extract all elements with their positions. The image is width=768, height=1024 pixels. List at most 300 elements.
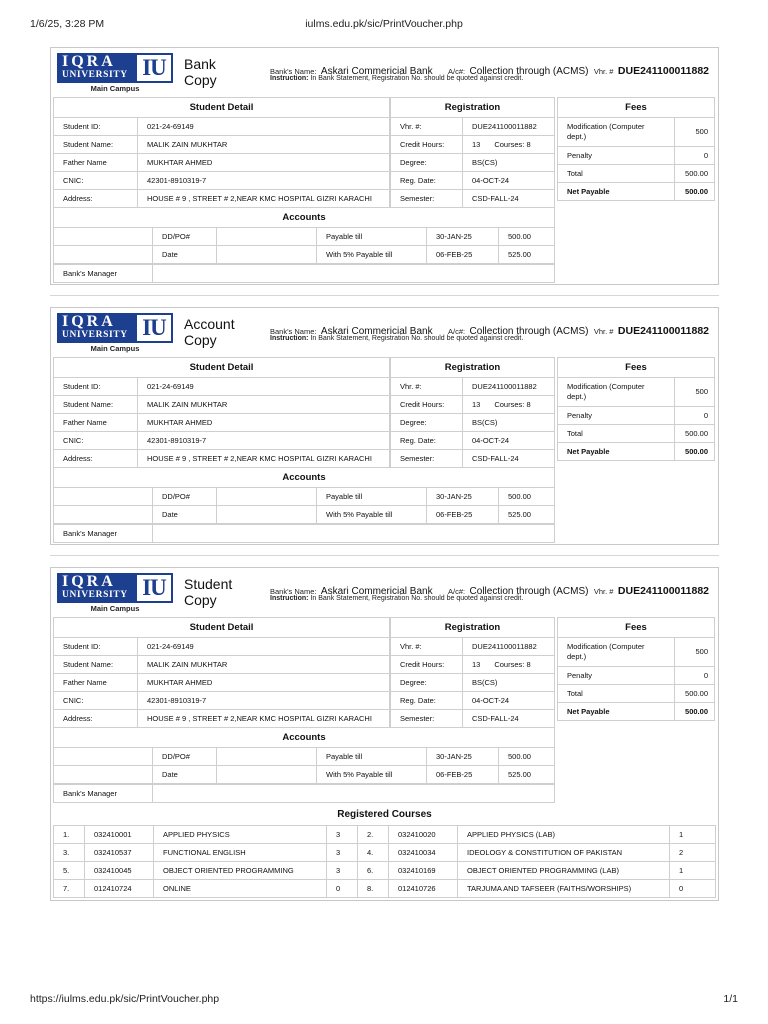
- fees-title: Fees: [558, 98, 715, 118]
- bank-name-label: Bank's Name:: [270, 67, 317, 76]
- total-label: Total: [558, 165, 675, 183]
- table-row: [391, 638, 555, 656]
- reg-date-label: Reg. Date:: [391, 172, 463, 190]
- bank-name-label: Bank's Name:: [270, 587, 317, 596]
- course-name: ONLINE: [154, 880, 327, 898]
- course-number: 8.: [358, 880, 389, 898]
- student-detail-table: [53, 617, 390, 728]
- date-value: [217, 766, 317, 784]
- copy-title-line2: Copy: [184, 592, 217, 608]
- bank-manager-label: Bank's Manager: [54, 265, 153, 283]
- fees-table: [557, 617, 715, 721]
- voucher-header: [53, 50, 716, 96]
- reg-vhr-label: Vhr. #:: [391, 118, 463, 136]
- course-credits: 0: [327, 880, 358, 898]
- reg-vhr-label: Vhr. #:: [391, 378, 463, 396]
- logo-mark: IU: [137, 575, 171, 601]
- table-row: [54, 844, 716, 862]
- credit-hours-value: 13: [472, 400, 481, 409]
- table-row: [391, 396, 555, 414]
- registration-title: Registration: [391, 358, 555, 378]
- bank-name: Askari Commericial Bank: [320, 66, 433, 77]
- late-payable-amount: 525.00: [499, 246, 555, 264]
- net-payable-value: 500.00: [675, 443, 715, 461]
- instruction-text: In Bank Statement, Registration No. should be quoted against credit.: [310, 335, 524, 342]
- cnic-value: 42301-8910319-7: [138, 432, 390, 450]
- instruction-text: In Bank Statement, Registration No. should be quoted against credit.: [310, 595, 524, 602]
- bank-name: Askari Commericial Bank: [320, 326, 433, 337]
- voucher-number-label: Vhr. #: [593, 67, 614, 76]
- degree-label: Degree:: [391, 154, 463, 172]
- course-name: TARJUMA AND TAFSEER (FAITHS/WORSHIPS): [458, 880, 670, 898]
- late-payable-date: 06-FEB-25: [427, 246, 499, 264]
- fees-table: [557, 357, 715, 461]
- student-id-value: 021-24-69149: [138, 378, 390, 396]
- student-id-label: Student ID:: [54, 378, 138, 396]
- total-value: 500.00: [675, 425, 715, 443]
- credit-hours-value: 13: [472, 140, 481, 149]
- table-row: [558, 147, 715, 165]
- address-label: Address:: [54, 450, 138, 468]
- net-payable-label: Net Payable: [558, 183, 675, 201]
- table-row: [558, 703, 715, 721]
- table-row: [54, 154, 390, 172]
- accounts-title: Accounts: [54, 728, 555, 748]
- table-row: [558, 378, 715, 407]
- semester-value: CSD-FALL-24: [463, 190, 555, 208]
- total-value: 500.00: [675, 685, 715, 703]
- account-label: A/c#:: [448, 587, 466, 596]
- table-row: [391, 656, 555, 674]
- course-code: 032410537: [85, 844, 154, 862]
- modification-label: Modification (Computer dept.): [558, 378, 675, 407]
- table-row: [54, 862, 716, 880]
- late-payable-label: With 5% Payable till: [317, 246, 427, 264]
- credit-hours-value: 13: [472, 660, 481, 669]
- semester-label: Semester:: [391, 190, 463, 208]
- student-name-label: Student Name:: [54, 656, 138, 674]
- student-id-label: Student ID:: [54, 638, 138, 656]
- table-row: [54, 432, 390, 450]
- course-credits: 3: [327, 862, 358, 880]
- student-name-value: MALIK ZAIN MUKHTAR: [138, 136, 390, 154]
- reg-date-value: 04-OCT-24: [463, 692, 555, 710]
- copy-title-line1: Account: [184, 316, 235, 332]
- course-code: 032410001: [85, 826, 154, 844]
- reg-vhr-value: DUE241100011882: [463, 118, 555, 136]
- late-payable-date: 06-FEB-25: [427, 766, 499, 784]
- semester-value: CSD-FALL-24: [463, 450, 555, 468]
- logo-mark: IU: [137, 315, 171, 341]
- credit-hours-cell: [463, 136, 555, 154]
- logo-university: UNIVERSITY: [62, 330, 128, 340]
- degree-label: Degree:: [391, 414, 463, 432]
- table-row: [391, 154, 555, 172]
- course-credits: 1: [670, 826, 716, 844]
- course-code: 032410034: [389, 844, 458, 862]
- payable-amount: 500.00: [499, 748, 555, 766]
- father-name-value: MUKHTAR AHMED: [138, 154, 390, 172]
- table-row: [54, 674, 390, 692]
- bank-manager-signature: [153, 265, 555, 283]
- cnic-value: 42301-8910319-7: [138, 172, 390, 190]
- logo-campus: Main Campus: [90, 344, 140, 353]
- copy-title: [184, 576, 264, 608]
- table-row: [54, 766, 555, 784]
- net-payable-value: 500.00: [675, 703, 715, 721]
- late-payable-amount: 525.00: [499, 766, 555, 784]
- course-name: OBJECT ORIENTED PROGRAMMING (LAB): [458, 862, 670, 880]
- voucher-separator: [50, 295, 719, 296]
- table-row: [558, 685, 715, 703]
- ddpo-label: DD/PO#: [153, 228, 217, 246]
- copy-title-line2: Copy: [184, 332, 217, 348]
- course-name: FUNCTIONAL ENGLISH: [154, 844, 327, 862]
- table-row: [391, 118, 555, 136]
- payable-label: Payable till: [317, 228, 427, 246]
- registration-table: [390, 357, 555, 468]
- accounts-table: [53, 207, 555, 264]
- course-number: 2.: [358, 826, 389, 844]
- table-row: [391, 378, 555, 396]
- reg-vhr-label: Vhr. #:: [391, 638, 463, 656]
- print-datetime: 1/6/25, 3:28 PM: [30, 18, 105, 30]
- fees-title: Fees: [558, 618, 715, 638]
- course-name: OBJECT ORIENTED PROGRAMMING: [154, 862, 327, 880]
- registration-table: [390, 97, 555, 208]
- page-number: 1/1: [723, 993, 738, 1005]
- reg-date-value: 04-OCT-24: [463, 432, 555, 450]
- reg-vhr-value: DUE241100011882: [463, 638, 555, 656]
- late-payable-label: With 5% Payable till: [317, 766, 427, 784]
- date-value: [217, 246, 317, 264]
- table-row: [54, 748, 555, 766]
- modification-label: Modification (Computer dept.): [558, 118, 675, 147]
- table-row: [558, 165, 715, 183]
- ddpo-label: DD/PO#: [153, 748, 217, 766]
- voucher-account-copy: [50, 307, 719, 545]
- ddpo-value: [217, 748, 317, 766]
- voucher-number: DUE241100011882: [617, 325, 709, 337]
- table-row: [54, 488, 555, 506]
- reg-date-value: 04-OCT-24: [463, 172, 555, 190]
- ddpo-value: [217, 488, 317, 506]
- course-credits: 0: [670, 880, 716, 898]
- payable-label: Payable till: [317, 488, 427, 506]
- account-label: A/c#:: [448, 67, 466, 76]
- net-payable-label: Net Payable: [558, 703, 675, 721]
- student-detail-title: Student Detail: [54, 618, 390, 638]
- table-row: [391, 450, 555, 468]
- table-row: [391, 432, 555, 450]
- accounts-table: [53, 727, 555, 784]
- address-label: Address:: [54, 190, 138, 208]
- student-detail-table: [53, 357, 390, 468]
- course-code: 012410726: [389, 880, 458, 898]
- table-row: [54, 692, 390, 710]
- table-row: [558, 425, 715, 443]
- table-row: [54, 246, 555, 264]
- reg-vhr-value: DUE241100011882: [463, 378, 555, 396]
- date-value: [217, 506, 317, 524]
- cnic-value: 42301-8910319-7: [138, 692, 390, 710]
- bank-manager-table: [53, 264, 555, 283]
- credit-hours-cell: [463, 396, 555, 414]
- penalty-value: 0: [675, 407, 715, 425]
- table-row: [54, 265, 555, 283]
- course-name: APPLIED PHYSICS: [154, 826, 327, 844]
- credit-hours-label: Credit Hours:: [391, 136, 463, 154]
- accounts-blank-cell: [54, 506, 153, 524]
- table-row: [558, 118, 715, 147]
- father-name-value: MUKHTAR AHMED: [138, 414, 390, 432]
- modification-value: 500: [675, 638, 715, 667]
- bank-line: [270, 321, 714, 335]
- payable-date: 30-JAN-25: [427, 228, 499, 246]
- penalty-label: Penalty: [558, 667, 675, 685]
- address-value: HOUSE # 9 , STREET # 2,NEAR KMC HOSPITAL GIZRI KARACHI: [138, 710, 390, 728]
- payable-amount: 500.00: [499, 488, 555, 506]
- registered-courses-title: Registered Courses: [337, 809, 432, 820]
- accounts-table: [53, 467, 555, 524]
- university-logo: [57, 53, 173, 93]
- student-name-value: MALIK ZAIN MUKHTAR: [138, 396, 390, 414]
- instruction: [270, 75, 714, 82]
- accounts-blank-cell: [54, 246, 153, 264]
- courses-count: Courses: 8: [494, 400, 531, 409]
- student-name-label: Student Name:: [54, 396, 138, 414]
- table-row: [54, 228, 555, 246]
- student-name-value: MALIK ZAIN MUKHTAR: [138, 656, 390, 674]
- date-label: Date: [153, 506, 217, 524]
- cnic-label: CNIC:: [54, 432, 138, 450]
- print-header: [30, 18, 738, 32]
- university-logo: [57, 313, 173, 353]
- table-row: [54, 880, 716, 898]
- instruction-label: Instruction:: [270, 75, 309, 82]
- course-name: IDEOLOGY & CONSTITUTION OF PAKISTAN: [458, 844, 670, 862]
- account-value: Collection through (ACMS): [469, 326, 589, 337]
- total-value: 500.00: [675, 165, 715, 183]
- table-row: [391, 172, 555, 190]
- table-row: [54, 638, 390, 656]
- table-row: [558, 443, 715, 461]
- net-payable-label: Net Payable: [558, 443, 675, 461]
- cnic-label: CNIC:: [54, 692, 138, 710]
- table-row: [391, 710, 555, 728]
- print-url: iulms.edu.pk/sic/PrintVoucher.php: [305, 18, 463, 30]
- voucher-number-label: Vhr. #: [593, 587, 614, 596]
- instruction: [270, 335, 714, 342]
- fees-table: [557, 97, 715, 201]
- course-number: 3.: [54, 844, 85, 862]
- bank-line: [270, 581, 714, 595]
- voucher-bank-copy: [50, 47, 719, 285]
- total-label: Total: [558, 425, 675, 443]
- accounts-blank-cell: [54, 748, 153, 766]
- bank-manager-label: Bank's Manager: [54, 525, 153, 543]
- payable-amount: 500.00: [499, 228, 555, 246]
- reg-date-label: Reg. Date:: [391, 692, 463, 710]
- course-number: 5.: [54, 862, 85, 880]
- account-value: Collection through (ACMS): [469, 66, 589, 77]
- total-label: Total: [558, 685, 675, 703]
- degree-value: BS(CS): [463, 414, 555, 432]
- semester-value: CSD-FALL-24: [463, 710, 555, 728]
- account-value: Collection through (ACMS): [469, 586, 589, 597]
- table-row: [558, 667, 715, 685]
- table-row: [391, 674, 555, 692]
- table-row: [54, 190, 390, 208]
- course-number: 1.: [54, 826, 85, 844]
- registration-table: [390, 617, 555, 728]
- bank-manager-table: [53, 524, 555, 543]
- late-payable-label: With 5% Payable till: [317, 506, 427, 524]
- print-footer-url: https://iulms.edu.pk/sic/PrintVoucher.php: [30, 993, 220, 1005]
- table-row: [54, 118, 390, 136]
- logo-name: IQRA: [62, 573, 116, 590]
- ddpo-label: DD/PO#: [153, 488, 217, 506]
- credit-hours-cell: [463, 656, 555, 674]
- father-name-label: Father Name: [54, 674, 138, 692]
- student-detail-title: Student Detail: [54, 358, 390, 378]
- credit-hours-label: Credit Hours:: [391, 396, 463, 414]
- fees-title: Fees: [558, 358, 715, 378]
- table-row: [54, 414, 390, 432]
- course-credits: 3: [327, 826, 358, 844]
- payable-date: 30-JAN-25: [427, 488, 499, 506]
- logo-name: IQRA: [62, 313, 116, 330]
- instruction: [270, 595, 714, 602]
- date-label: Date: [153, 246, 217, 264]
- voucher-separator: [50, 555, 719, 556]
- credit-hours-label: Credit Hours:: [391, 656, 463, 674]
- copy-title: [184, 316, 264, 348]
- accounts-blank-cell: [54, 488, 153, 506]
- student-id-label: Student ID:: [54, 118, 138, 136]
- course-code: 032410020: [389, 826, 458, 844]
- semester-label: Semester:: [391, 450, 463, 468]
- registered-courses-table: [53, 825, 716, 898]
- copy-title: [184, 56, 264, 88]
- father-name-label: Father Name: [54, 414, 138, 432]
- table-row: [54, 710, 390, 728]
- account-label: A/c#:: [448, 327, 466, 336]
- table-row: [54, 826, 716, 844]
- table-row: [391, 692, 555, 710]
- student-id-value: 021-24-69149: [138, 118, 390, 136]
- courses-count: Courses: 8: [494, 660, 531, 669]
- table-row: [54, 785, 555, 803]
- bank-name: Askari Commericial Bank: [320, 586, 433, 597]
- accounts-title: Accounts: [54, 208, 555, 228]
- logo-campus: Main Campus: [90, 84, 140, 93]
- table-row: [558, 183, 715, 201]
- voucher-header: [53, 570, 716, 616]
- penalty-value: 0: [675, 147, 715, 165]
- instruction-label: Instruction:: [270, 335, 309, 342]
- degree-value: BS(CS): [463, 674, 555, 692]
- print-footer: [30, 993, 738, 1007]
- address-value: HOUSE # 9 , STREET # 2,NEAR KMC HOSPITAL GIZRI KARACHI: [138, 190, 390, 208]
- course-number: 6.: [358, 862, 389, 880]
- accounts-blank-cell: [54, 766, 153, 784]
- courses-count: Courses: 8: [494, 140, 531, 149]
- student-name-label: Student Name:: [54, 136, 138, 154]
- course-credits: 3: [327, 844, 358, 862]
- student-detail-table: [53, 97, 390, 208]
- instruction-text: In Bank Statement, Registration No. should be quoted against credit.: [310, 75, 524, 82]
- logo-name: IQRA: [62, 53, 116, 70]
- modification-value: 500: [675, 378, 715, 407]
- course-code: 032410169: [389, 862, 458, 880]
- voucher-number: DUE241100011882: [617, 585, 709, 597]
- voucher-header: [53, 310, 716, 356]
- course-code: 032410045: [85, 862, 154, 880]
- semester-label: Semester:: [391, 710, 463, 728]
- course-code: 012410724: [85, 880, 154, 898]
- table-row: [54, 506, 555, 524]
- course-number: 7.: [54, 880, 85, 898]
- logo-university: UNIVERSITY: [62, 70, 128, 80]
- accounts-blank-cell: [54, 228, 153, 246]
- registration-title: Registration: [391, 618, 555, 638]
- modification-label: Modification (Computer dept.): [558, 638, 675, 667]
- date-label: Date: [153, 766, 217, 784]
- payable-label: Payable till: [317, 748, 427, 766]
- bank-manager-signature: [153, 785, 555, 803]
- table-row: [54, 450, 390, 468]
- table-row: [54, 172, 390, 190]
- table-row: [54, 396, 390, 414]
- penalty-label: Penalty: [558, 147, 675, 165]
- table-row: [54, 378, 390, 396]
- voucher-number-label: Vhr. #: [593, 327, 614, 336]
- table-row: [54, 525, 555, 543]
- net-payable-value: 500.00: [675, 183, 715, 201]
- instruction-label: Instruction:: [270, 595, 309, 602]
- table-row: [558, 638, 715, 667]
- voucher-number: DUE241100011882: [617, 65, 709, 77]
- table-row: [391, 136, 555, 154]
- address-label: Address:: [54, 710, 138, 728]
- address-value: HOUSE # 9 , STREET # 2,NEAR KMC HOSPITAL GIZRI KARACHI: [138, 450, 390, 468]
- logo-campus: Main Campus: [90, 604, 140, 613]
- cnic-label: CNIC:: [54, 172, 138, 190]
- copy-title-line1: Student: [184, 576, 233, 592]
- logo-university: UNIVERSITY: [62, 590, 128, 600]
- bank-line: [270, 61, 714, 75]
- student-detail-title: Student Detail: [54, 98, 390, 118]
- bank-manager-label: Bank's Manager: [54, 785, 153, 803]
- course-number: 4.: [358, 844, 389, 862]
- penalty-label: Penalty: [558, 407, 675, 425]
- bank-manager-signature: [153, 525, 555, 543]
- reg-date-label: Reg. Date:: [391, 432, 463, 450]
- table-row: [391, 190, 555, 208]
- logo-mark: IU: [137, 55, 171, 81]
- table-row: [54, 656, 390, 674]
- late-payable-amount: 525.00: [499, 506, 555, 524]
- copy-title-line1: Bank: [184, 56, 216, 72]
- degree-value: BS(CS): [463, 154, 555, 172]
- copy-title-line2: Copy: [184, 72, 217, 88]
- voucher-student-copy: [50, 567, 719, 901]
- table-row: [391, 414, 555, 432]
- course-credits: 2: [670, 844, 716, 862]
- payable-date: 30-JAN-25: [427, 748, 499, 766]
- father-name-label: Father Name: [54, 154, 138, 172]
